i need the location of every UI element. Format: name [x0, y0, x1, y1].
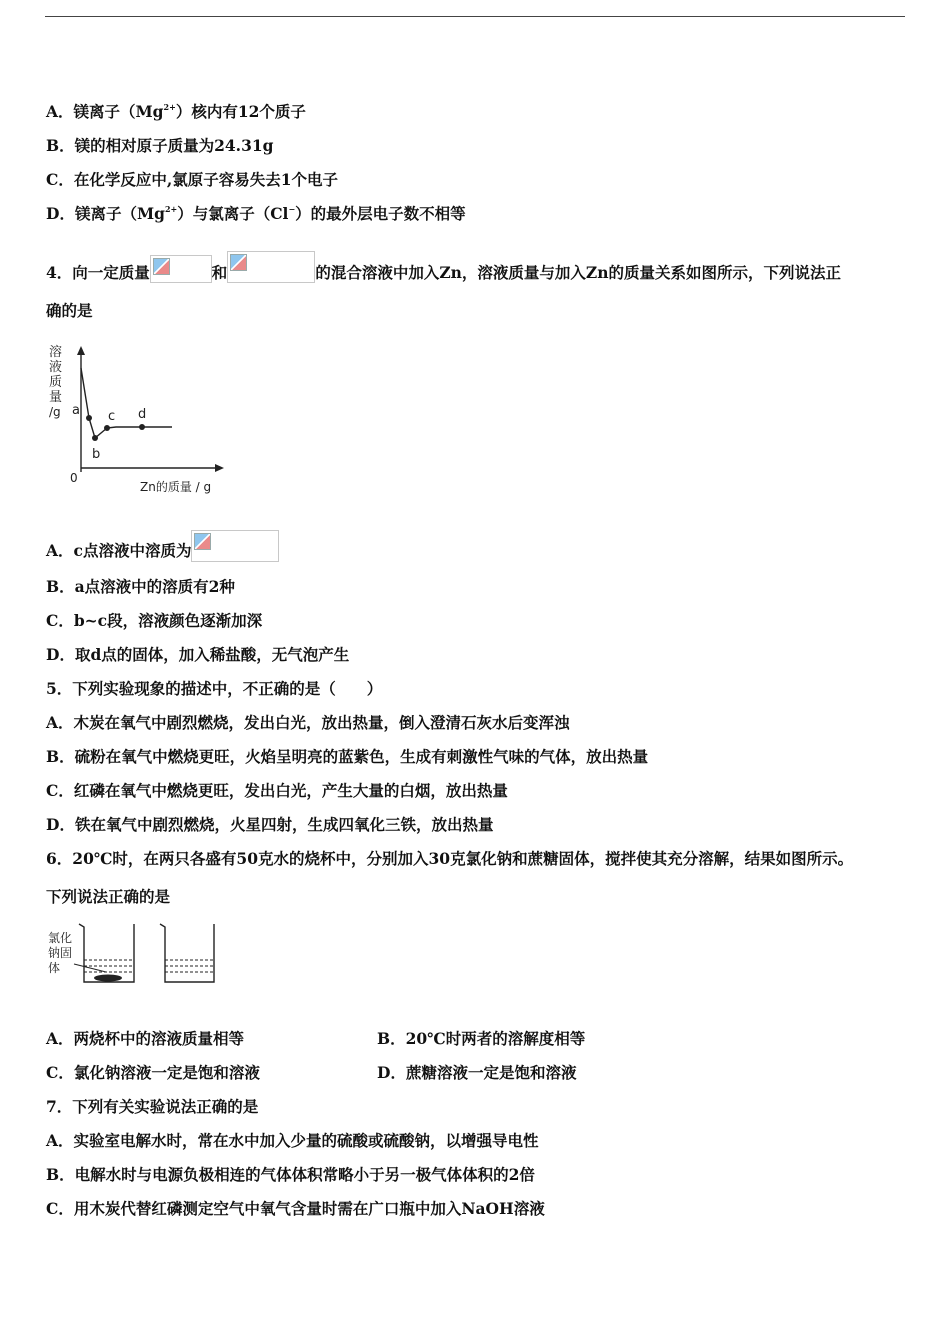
q6-beakers-figure — [44, 918, 224, 990]
q5-option-a: A．木炭在氧气中剧烈燃烧，发出白光，放出热量，倒入澄清石灰水后变浑浊 — [46, 713, 570, 732]
broken-image-icon — [191, 530, 279, 562]
q3-option-b: B．镁的相对原子质量为24.31g — [46, 136, 274, 155]
y-label-char: 质 — [49, 375, 63, 390]
y-label-char: 量 — [49, 390, 63, 405]
nacl-label-line: 体 — [48, 961, 61, 975]
q5-stem: 5．下列实验现象的描述中，不正确的是（ ） — [46, 679, 383, 698]
q4-option-b: B．a点溶液中的溶质有2种 — [46, 577, 235, 596]
q4-stem-line2: 确的是 — [46, 301, 93, 320]
nacl-label-line: 钠固 — [48, 946, 73, 960]
q7-option-a: A．实验室电解水时，常在水中加入少量的硫酸或硫酸钠，以增强导电性 — [46, 1131, 539, 1150]
point-a-label: a — [72, 403, 80, 418]
point-a-dot — [86, 415, 92, 421]
q6-option-d: D．蔗糖溶液一定是饱和溶液 — [377, 1063, 577, 1082]
q5-option-b: B．硫粉在氧气中燃烧更旺，火焰呈明亮的蓝紫色，生成有刺激性气味的气体，放出热量 — [46, 747, 649, 766]
q6-stem: 6．20℃时，在两只各盛有50克水的烧杯中，分别加入30克氯化钠和蔗糖固体，搅拌使其充分溶解，结果如图所示。 — [46, 849, 854, 868]
nacl-beaker — [79, 924, 134, 982]
q4-option-d: D．取d点的固体，加入稀盐酸，无气泡产生 — [46, 645, 350, 664]
label-pointer-line — [74, 964, 106, 972]
origin-label: 0 — [70, 471, 78, 485]
q4-option-c: C．b~c段，溶液颜色逐渐加深 — [46, 611, 263, 630]
mass-curve — [81, 368, 172, 438]
point-d-dot — [139, 424, 145, 430]
q3-option-c: C．在化学反应中,氯原子容易失去1个电子 — [46, 170, 339, 189]
point-c-label: c — [108, 409, 116, 424]
q7-option-c: C．用木炭代替红磷测定空气中氧气含量时需在广口瓶中加入NaOH溶液 — [46, 1199, 545, 1218]
y-label-char: 液 — [49, 360, 63, 375]
y-label-unit: /g — [49, 405, 61, 419]
point-c-dot — [104, 425, 110, 431]
q7-option-b: B．电解水时与电源负极相连的气体体积常略小于另一极气体体积的2倍 — [46, 1165, 535, 1184]
q4-mass-graph — [44, 340, 234, 500]
nacl-label-line: 氯化 — [48, 931, 73, 945]
q4-option-a: A．c点溶液中溶质为 — [46, 530, 279, 562]
undissolved-solid — [94, 975, 122, 982]
x-axis — [81, 464, 224, 472]
q3-option-a: A．镁离子$(Mg^{2+})$核内有12个质子 — [46, 102, 306, 121]
q6-option-b: B．20℃时两者的溶解度相等 — [377, 1029, 586, 1048]
point-b-label: b — [92, 447, 101, 462]
point-d-label: d — [138, 407, 147, 422]
y-label-char: 溶 — [49, 345, 63, 360]
broken-image-icon — [150, 255, 212, 283]
broken-image-icon — [227, 251, 315, 283]
q5-option-d: D．铁在氧气中剧烈燃烧，火星四射，生成四氧化三铁，放出热量 — [46, 815, 494, 834]
header-rule — [45, 16, 905, 17]
q5-option-c: C．红磷在氧气中燃烧更旺，发出白光，产生大量的白烟，放出热量 — [46, 781, 508, 800]
q6-option-a: A．两烧杯中的溶液质量相等 — [46, 1029, 245, 1048]
q6-stem-line2: 下列说法正确的是 — [46, 887, 171, 906]
q3-option-d: D．镁离子$(Mg^{2+})$与氯离子（Cl−）的最外层电子数不相等 — [46, 204, 466, 223]
q7-stem: 7．下列有关实验说法正确的是 — [46, 1097, 259, 1116]
point-b-dot — [92, 435, 98, 441]
q4-stem: 4．向一定质量 和 的混合溶液中加入Zn，溶液质量与加入Zn的质量关系如图所示，下列说法正 — [46, 251, 841, 283]
q6-option-c: C．氯化钠溶液一定是饱和溶液 — [46, 1063, 260, 1082]
sucrose-beaker — [160, 924, 214, 982]
x-axis-label: Zn的质量 / g — [140, 480, 212, 494]
